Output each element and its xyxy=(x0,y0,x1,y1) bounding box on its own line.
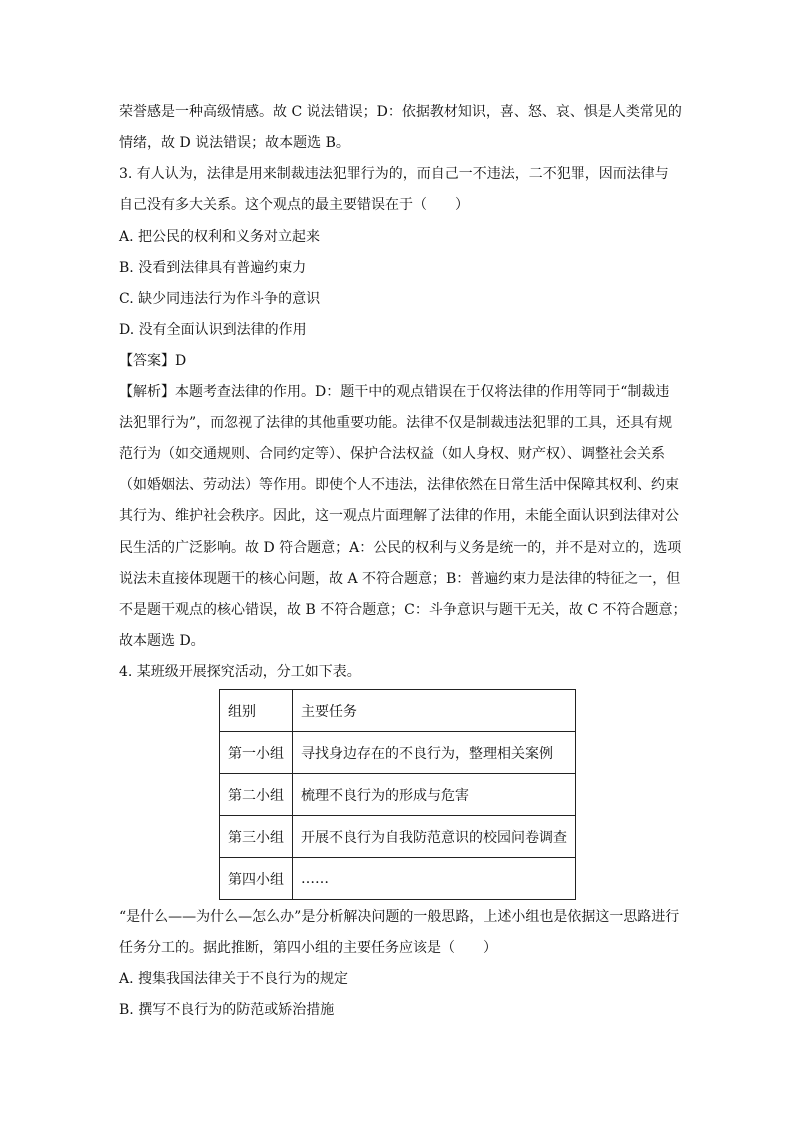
q4-option-a: A. 搜集我国法律关于不良行为的规定 xyxy=(119,971,349,987)
q3-option-c: C. 缺少同违法行为作斗争的意识 xyxy=(119,291,321,307)
table-row xyxy=(220,774,576,816)
q4-after-line-2: 任务分工的。据此推断，第四小组的主要任务应该是（ ） xyxy=(119,940,497,956)
table-cell-task: …… xyxy=(293,858,576,900)
answer-label: 【答案】 xyxy=(119,353,175,369)
q3-option-d: D. 没有全面认识到法律的作用 xyxy=(119,322,307,338)
q3-analysis-line-3: 范行为（如交通规则、合同约定等）、保护合法权益（如人身权、财产权）、调整社会关系 xyxy=(119,446,665,462)
q3-analysis-line-7: 说法未直接体现题干的核心问题，故 A 不符合题意；B：普遍约束力是法律的特征之一，但 xyxy=(119,571,681,587)
table-header-group: 组别 xyxy=(220,690,293,732)
table-cell-task: 寻找身边存在的不良行为，整理相关案例 xyxy=(293,732,576,774)
q3-stem-line-2: 自己没有多大关系。这个观点的最主要错误在于（ ） xyxy=(119,197,469,213)
q3-analysis-line-6: 民生活的广泛影响。故 D 符合题意；A：公民的权利与义务是统一的，并不是对立的，选项 xyxy=(119,540,682,556)
analysis-text: 本题考查法律的作用。D：题干中的观点错误在于仅将法律的作用等同于“制裁违 xyxy=(175,384,670,400)
table-header-task: 主要任务 xyxy=(293,690,576,732)
q3-analysis-line-4: （如婚姻法、劳动法）等作用。即使个人不违法，法律依然在日常生活中保障其权利、约束 xyxy=(119,477,679,493)
table-cell-task: 梳理不良行为的形成与危害 xyxy=(293,774,576,816)
q3-stem-line-1: 3. 有人认为，法律是用来制裁违法犯罪行为的，而自己一不违法，二不犯罪，因而法律与 xyxy=(119,166,669,182)
table-cell-group: 第三小组 xyxy=(220,816,293,858)
table-cell-group: 第一小组 xyxy=(220,732,293,774)
q3-analysis-line-9: 故本题选 D。 xyxy=(119,633,205,649)
prev-explanation-line-2: 情绪，故 D 说法错误；故本题选 B。 xyxy=(119,135,350,151)
q3-option-a: A. 把公民的权利和义务对立起来 xyxy=(119,229,321,245)
q4-after-line-1: “是什么——为什么—怎么办”是分析解决问题的一般思路，上述小组也是依据这一思路进行 xyxy=(119,909,680,925)
q4-stem: 4. 某班级开展探究活动，分工如下表。 xyxy=(119,664,361,680)
q3-analysis-line-8: 不是题干观点的核心错误，故 B 不符合题意；C：斗争意识与题干无关，故 C 不符合题意； xyxy=(119,602,687,618)
table-cell-group: 第二小组 xyxy=(220,774,293,816)
table-header-row xyxy=(220,690,576,732)
q4-option-b: B. 撰写不良行为的防范或矫治措施 xyxy=(119,1002,335,1018)
q3-analysis-line-2: 法犯罪行为”，而忽视了法律的其他重要功能。法律不仅是制裁违法犯罪的工具，还具有规 xyxy=(119,415,673,431)
table-cell-group: 第四小组 xyxy=(220,858,293,900)
q3-analysis-line-1 xyxy=(119,382,669,402)
answer-value: D xyxy=(175,353,187,369)
analysis-label: 【解析】 xyxy=(119,384,175,400)
table-row xyxy=(220,816,576,858)
table-row xyxy=(220,732,576,774)
table-row xyxy=(220,858,576,900)
q3-option-b: B. 没看到法律具有普遍约束力 xyxy=(119,260,307,276)
q3-analysis-line-5: 其行为、维护社会秩序。因此，这一观点片面理解了法律的作用，未能全面认识到法律对公 xyxy=(119,508,679,524)
task-table xyxy=(219,689,576,900)
table-cell-task: 开展不良行为自我防范意识的校园问卷调查 xyxy=(293,816,576,858)
prev-explanation-line-1: 荣誉感是一种高级情感。故 C 说法错误；D：依据教材知识，喜、怒、哀、惧是人类常见的 xyxy=(119,104,682,120)
q3-answer xyxy=(119,351,186,371)
